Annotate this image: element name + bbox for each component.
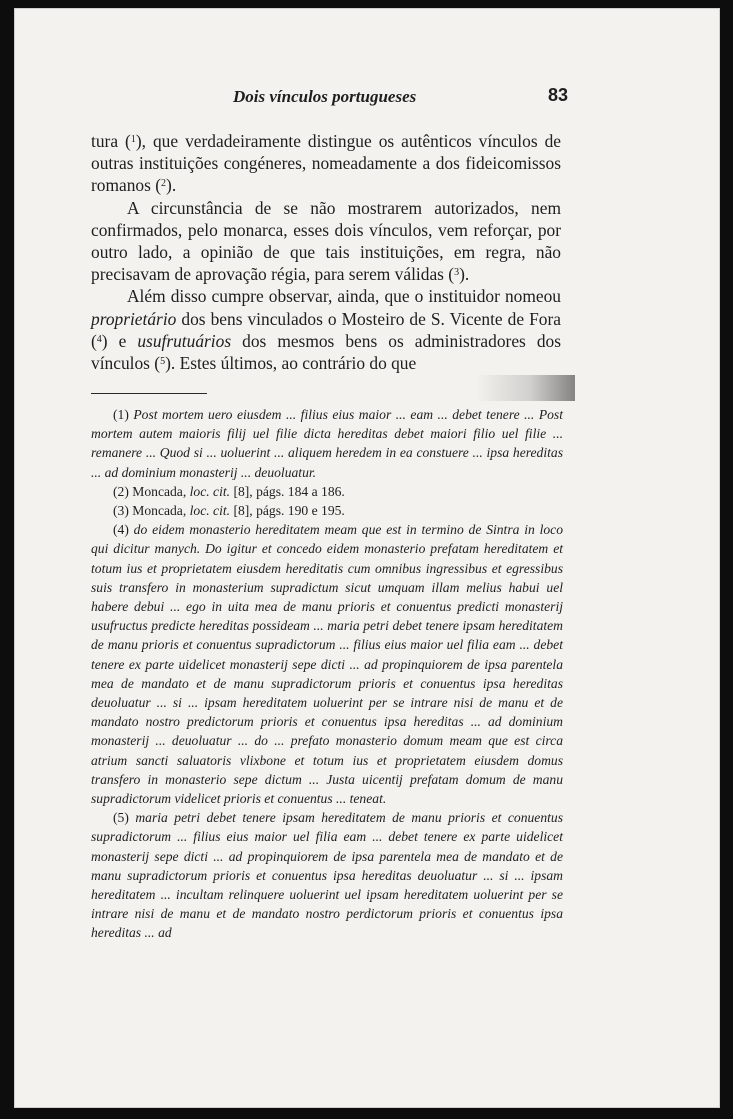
- footnote-ref-1: 1: [130, 134, 136, 145]
- footnote-ref-5: 5: [160, 356, 166, 368]
- text-run: dos bens vinculados o Mosteiro de S. Vicente de Fora (: [91, 308, 561, 351]
- text-run: ).: [166, 175, 177, 196]
- footnote-4: [91, 520, 563, 808]
- footnote-ref-2: 2: [161, 178, 167, 190]
- emphasis-proprietario: proprietário: [91, 308, 177, 329]
- text-run: ), que verdadeiramente distingue os autênticos vínculos de outras instituições congéneres, nomeadamente a dos fideicomissos romanos (: [91, 131, 561, 196]
- footnote-ref-4: 4: [96, 333, 102, 345]
- footnote-2: [91, 482, 563, 501]
- footnote-author: Moncada,: [132, 503, 190, 519]
- footnote-marker: (1): [113, 407, 129, 422]
- paragraph-1: [91, 130, 561, 197]
- footnote-citation: loc. cit.: [189, 503, 231, 519]
- footnotes: [91, 405, 563, 943]
- emphasis-usufrutuarios: usufrutuários: [137, 330, 232, 351]
- text-run: ) e: [101, 330, 138, 351]
- footnote-text: maria petri debet tenere ipsam hereditatem de manu prioris et conuentus supradictorum ... filius eius maior uel filia eam ... debet tenere ex parte uidelicet monasterij sepe dicti ... ad propinquiorem de ipsa parentela mea de mandato et de manu supradictorum prioris et conuentus ipsa hereditas deuoluatur ... si ... ipsam hereditatem ... incultam relinquere uoluerint uel ipsam hereditatem uoluerint per se intrare nisi de manu et de mandato nostro perdictorum prioris et conuentus ipsa hereditas ... ad: [91, 810, 564, 941]
- text-run: ). Estes últimos, ao contrário do que: [165, 353, 417, 374]
- text-run: dos mesmos bens os administradores dos vínculos (: [91, 330, 561, 374]
- scan-smudge: [475, 375, 575, 401]
- footnote-citation: loc. cit.: [189, 483, 231, 499]
- footnote-author: Moncada,: [132, 483, 190, 499]
- footnote-text: Post mortem uero eiusdem ... filius eius maior ... eam ... debet tenere ... Post mortem autem maioris filij uel filie dicta hereditas debet maiori filio uel filie ... remanere ... Quod si ... uoluerint ... aliquem heredem in ea constuere ... ipsa hereditas ... ad dominium monasterij ... deuoluatur.: [91, 407, 563, 480]
- book-page: [14, 8, 720, 1108]
- footnote-pages: [8], págs. 184 a 186.: [230, 483, 345, 499]
- footnote-separator: [91, 393, 207, 394]
- footnote-marker: (3): [113, 503, 129, 519]
- footnote-1: [91, 405, 563, 482]
- footnote-marker: (2): [113, 483, 129, 499]
- footnote-text: do eidem monasterio hereditatem meam que est in termino de Sintra in loco qui dicitur manych. Do igitur et concedo eidem monasterio prefatam hereditatem et totum ius et proprietatem eiusdem hereditatis cum omnibus ingressibus et egressibus suis transfero in monasterium supradictum sicut umquam illam melius habui uel habere debui ... ego in uita mea de manu prioris et conuentus predicti monasterij usufructus predicte hereditas possideam ... maria petri debet tenere ipsam hereditatem de manu prioris et conuentus supradictorum ... filius eius maior uel filia eam ... debet tenere ex parte uidelicet monasterij sepe dicti ... ad propinquiorem de ipsa parentela mea de mandato et de manu supradictorum prioris et conuentus ipsa hereditas deuoluatur ... si ... ipsam hereditatem uoluerint per se intrare nisi de manu et de mandato nostro predictorum prioris et conuentus ipsa hereditas ... ad dominium monasterij ... deuoluatur ... do ... prefato monasterio domum meam que est circa atrium sancti saluatoris vlixbone et totum ius et proprietatem eiusdem domus transfero in monasterio sepe dictum ... Justa uicentij prefatam domum de manu supradictorum videlicet prioris et conuentus ... teneat.: [91, 522, 563, 807]
- footnote-ref-3: 3: [454, 267, 460, 279]
- page-number: 83: [548, 85, 569, 105]
- main-text: [91, 130, 561, 374]
- footnote-marker: (5): [113, 810, 129, 826]
- paragraph-2: [91, 197, 561, 286]
- text-run: A circunstância de se não mostrarem autorizados, nem confirmados, pelo monarca, esses dois vínculos, vem reforçar, por outro lado, a opinião de que tais instituições, em regra, não precisavam de aprovação régia, para serem válidas (: [91, 197, 561, 285]
- text-run: ).: [459, 264, 470, 285]
- footnote-5: [91, 808, 563, 942]
- footnote-marker: (4): [113, 522, 129, 538]
- footnote-pages: [8], págs. 190 e 195.: [230, 503, 345, 519]
- running-title: Dois vínculos portugueses: [233, 87, 417, 106]
- text-run: Além disso cumpre observar, ainda, que o instituidor nomeou: [127, 286, 561, 307]
- footnote-3: [91, 501, 563, 520]
- paragraph-3: [91, 285, 561, 374]
- running-header: [15, 83, 719, 111]
- text-run: tura (: [91, 131, 131, 151]
